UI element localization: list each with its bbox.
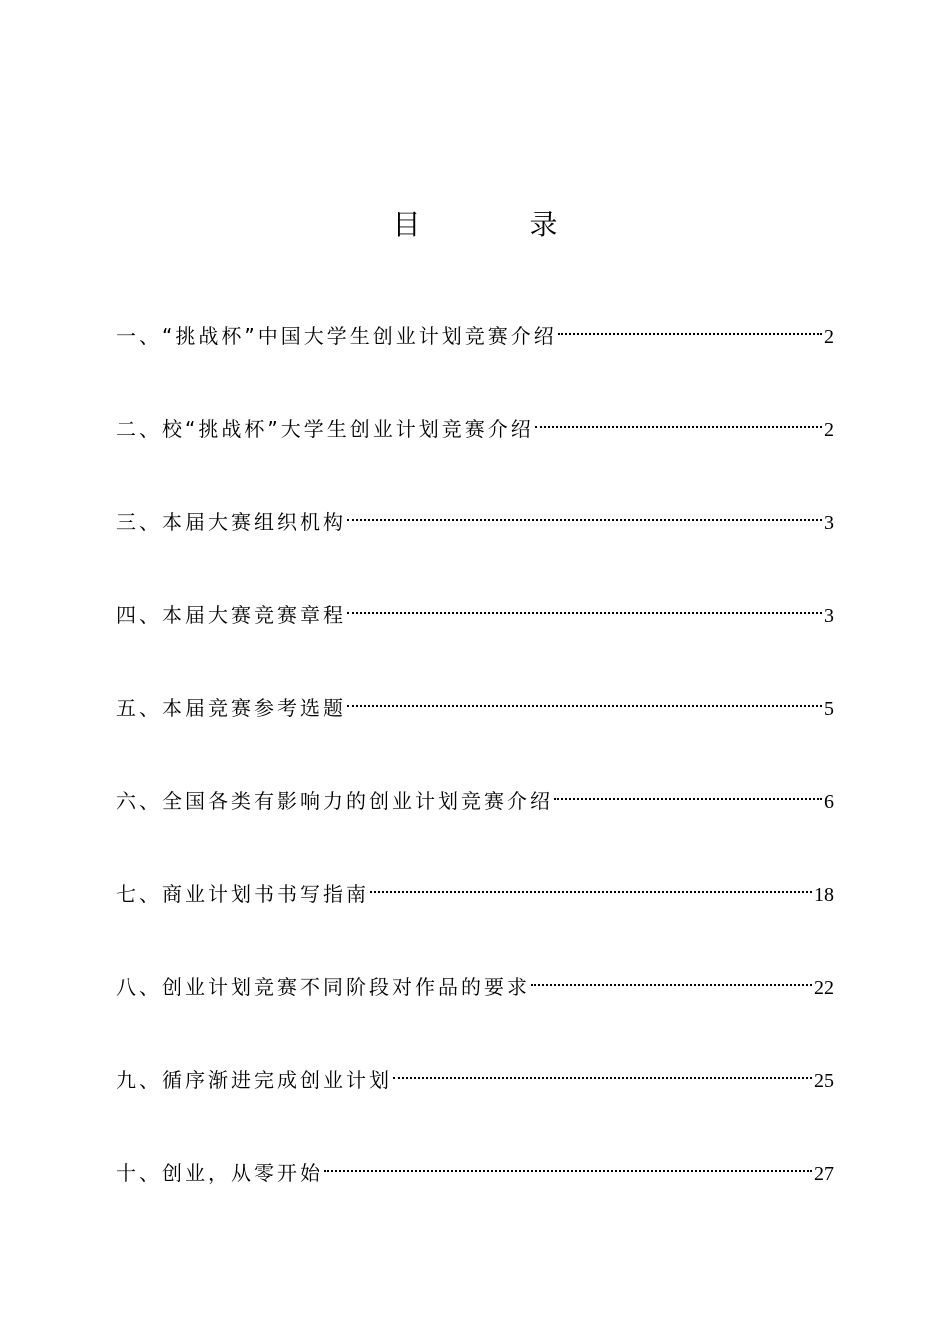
toc-dot-leader bbox=[347, 519, 822, 521]
toc-page-number: 2 bbox=[824, 326, 834, 348]
toc-entry-7[interactable] bbox=[116, 872, 834, 965]
toc-entry-1[interactable] bbox=[116, 314, 834, 407]
toc-dot-leader bbox=[324, 1170, 812, 1172]
toc-page-number: 6 bbox=[824, 791, 834, 813]
toc-entry-9[interactable] bbox=[116, 1058, 834, 1151]
toc-entry-5[interactable] bbox=[116, 686, 834, 779]
toc-entry-label: 九、循序渐进完成创业计划 bbox=[116, 1068, 392, 1092]
toc-entry-6[interactable] bbox=[116, 779, 834, 872]
toc-entry-label: 七、商业计划书书写指南 bbox=[116, 882, 369, 906]
toc-page-number: 3 bbox=[824, 512, 834, 534]
toc-dot-leader bbox=[393, 1077, 812, 1079]
toc-entry-label: 十、创业，从零开始 bbox=[116, 1161, 323, 1185]
table-of-contents bbox=[116, 314, 834, 1244]
toc-entry-label: 二、校“挑战杯”大学生创业计划竞赛介绍 bbox=[116, 417, 534, 441]
toc-entry-10[interactable] bbox=[116, 1151, 834, 1244]
toc-page-number: 5 bbox=[824, 698, 834, 720]
toc-entry-label: 四、本届大赛竞赛章程 bbox=[116, 603, 346, 627]
toc-dot-leader bbox=[531, 984, 812, 986]
toc-page-number: 18 bbox=[814, 884, 834, 906]
toc-entry-label: 五、本届竞赛参考选题 bbox=[116, 696, 346, 720]
page-title: 目 录 bbox=[392, 208, 608, 241]
toc-entry-label: 一、“挑战杯”中国大学生创业计划竞赛介绍 bbox=[116, 324, 557, 348]
toc-entry-label: 八、创业计划竞赛不同阶段对作品的要求 bbox=[116, 975, 530, 999]
toc-entry-label: 六、全国各类有影响力的创业计划竞赛介绍 bbox=[116, 789, 553, 813]
toc-page-number: 3 bbox=[824, 605, 834, 627]
toc-page-number: 2 bbox=[824, 419, 834, 441]
toc-dot-leader bbox=[535, 426, 822, 428]
toc-page-number: 25 bbox=[814, 1070, 834, 1092]
toc-dot-leader bbox=[347, 612, 822, 614]
toc-dot-leader bbox=[554, 798, 822, 800]
toc-dot-leader bbox=[558, 333, 822, 335]
toc-page-number: 27 bbox=[814, 1163, 834, 1185]
toc-entry-4[interactable] bbox=[116, 593, 834, 686]
toc-entry-8[interactable] bbox=[116, 965, 834, 1058]
toc-dot-leader bbox=[347, 705, 822, 707]
toc-page-number: 22 bbox=[814, 977, 834, 999]
toc-dot-leader bbox=[370, 891, 812, 893]
toc-entry-3[interactable] bbox=[116, 500, 834, 593]
toc-entry-2[interactable] bbox=[116, 407, 834, 500]
toc-entry-label: 三、本届大赛组织机构 bbox=[116, 510, 346, 534]
